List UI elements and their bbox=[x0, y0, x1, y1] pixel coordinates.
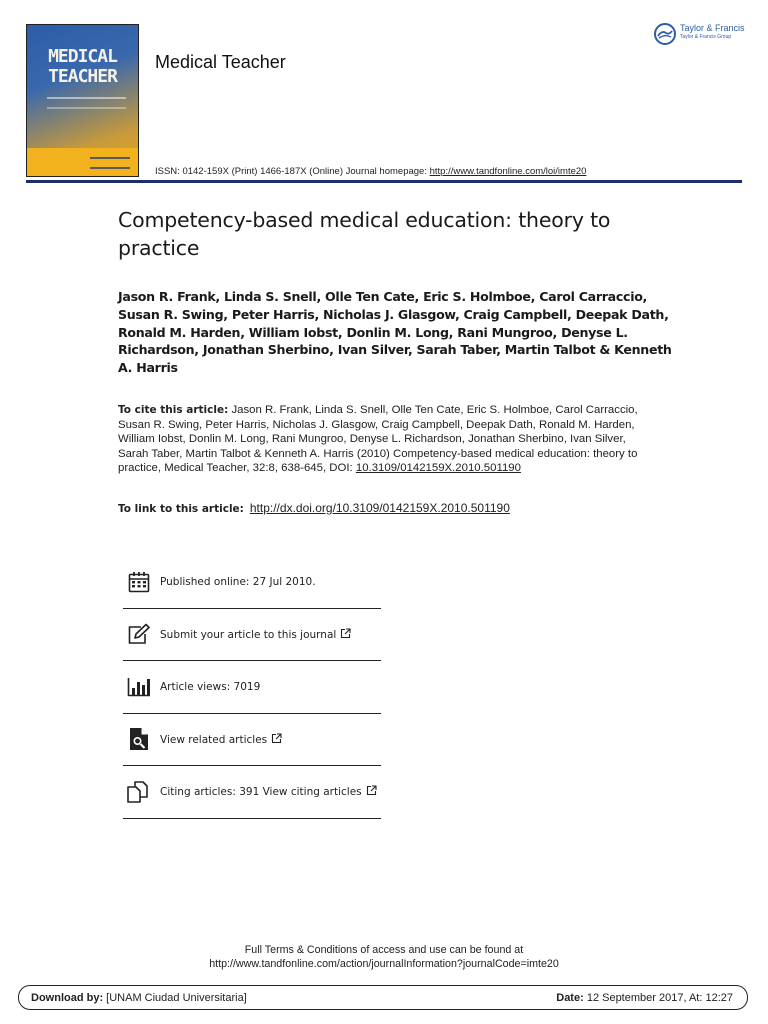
document-search-icon bbox=[127, 727, 151, 751]
article-views-text: Article views: 7019 bbox=[160, 680, 261, 693]
article-info-list bbox=[123, 556, 381, 819]
journal-homepage-link[interactable]: http://www.tandfonline.com/loi/imte20 bbox=[429, 166, 587, 177]
cover-title-line1: MEDICAL bbox=[48, 46, 117, 67]
terms-line1: Full Terms & Conditions of access and use can be found at bbox=[244, 944, 524, 956]
cite-doi-link[interactable]: 10.3109/0142159X.2010.501190 bbox=[355, 462, 521, 475]
published-online-row bbox=[123, 556, 381, 609]
download-by-value: [UNAM Ciudad Universitaria] bbox=[103, 991, 247, 1004]
publisher-group: Taylor & Francis Group bbox=[680, 34, 732, 40]
edit-icon bbox=[127, 622, 151, 646]
download-by bbox=[31, 992, 247, 1004]
submit-article-row[interactable] bbox=[123, 609, 381, 662]
citing-articles-row[interactable] bbox=[123, 766, 381, 819]
journal-cover-image bbox=[26, 24, 139, 177]
issn-text: ISSN: 0142-159X (Print) 1466-187X (Online) Journal homepage: bbox=[155, 166, 430, 177]
bar-chart-icon bbox=[127, 675, 151, 699]
submit-article-link[interactable]: Submit your article to this journal bbox=[160, 628, 337, 641]
download-info-bar bbox=[18, 985, 748, 1010]
published-online-text: Published online: 27 Jul 2010. bbox=[160, 575, 316, 588]
link-label: To link to this article: bbox=[118, 503, 244, 515]
related-articles-row[interactable] bbox=[123, 714, 381, 767]
cite-label: To cite this article: bbox=[118, 404, 229, 416]
article-link-block bbox=[118, 501, 510, 515]
citation-block bbox=[118, 403, 638, 476]
download-date-label: Date: bbox=[556, 991, 584, 1004]
citing-documents-icon bbox=[127, 780, 151, 804]
download-by-label: Download by: bbox=[31, 991, 104, 1004]
article-authors: Jason R. Frank, Linda S. Snell, Olle Ten Cate, Eric S. Holmboe, Carol Carraccio, Susan R. Swing, Peter Harris, Nicholas J. Glasgow, Craig Campbell, Deepak Dath, Ronald M. Harden, William Iobst, Donlin M. Long, Rani Mungroo, Denyse L. Richardson, Jonathan Sherbino, Ivan Silver, Sarah Taber, Martin Talbot & Kenneth A. Harris bbox=[118, 289, 672, 376]
download-date bbox=[556, 992, 733, 1004]
cover-title-line2: TEACHER bbox=[48, 66, 117, 87]
publisher-name: Taylor & Francis bbox=[680, 23, 745, 33]
issn-line bbox=[155, 166, 586, 177]
cover-subtitle-decoration bbox=[47, 97, 126, 109]
cite-text: Jason R. Frank, Linda S. Snell, Olle Ten Cate, Eric S. Holmboe, Carol Carraccio, Susan R. Swing, Peter Harris, Nicholas J. Glasgow, Craig Campbell, Deepak Dath, Ronald M. Harden, William Iobst, Donlin M. Long, Rani Mungroo, Denyse L. Richardson, Jonathan Sherbino, Ivan Silver, Sarah Taber, Martin Talbot & Kenneth A. Harris (2010) Competency-based medical education: theory to practice, Medical Teacher, 32:8, 638-645, DOI: bbox=[118, 404, 638, 475]
cover-title bbox=[27, 47, 138, 87]
terms-notice bbox=[0, 943, 768, 971]
cover-publisher-band bbox=[27, 148, 138, 176]
external-link-icon bbox=[271, 733, 282, 744]
external-link-icon bbox=[340, 628, 351, 639]
calendar-icon bbox=[127, 570, 151, 594]
article-title: Competency-based medical education: theory to practice bbox=[118, 208, 611, 260]
related-articles-link[interactable]: View related articles bbox=[160, 733, 268, 746]
external-link-icon bbox=[366, 785, 377, 796]
download-date-value: 12 September 2017, At: 12:27 bbox=[583, 991, 733, 1004]
journal-name: Medical Teacher bbox=[155, 52, 286, 72]
terms-url[interactable]: http://www.tandfonline.com/action/journalInformation?journalCode=imte20 bbox=[209, 958, 559, 970]
header-divider bbox=[26, 180, 742, 183]
publisher-logo bbox=[654, 23, 745, 45]
citing-articles-link[interactable]: Citing articles: 391 View citing articles bbox=[160, 786, 362, 799]
publisher-logo-icon bbox=[654, 23, 676, 45]
article-views-row bbox=[123, 661, 381, 714]
article-doi-link[interactable]: http://dx.doi.org/10.3109/0142159X.2010.501190 bbox=[249, 501, 510, 515]
